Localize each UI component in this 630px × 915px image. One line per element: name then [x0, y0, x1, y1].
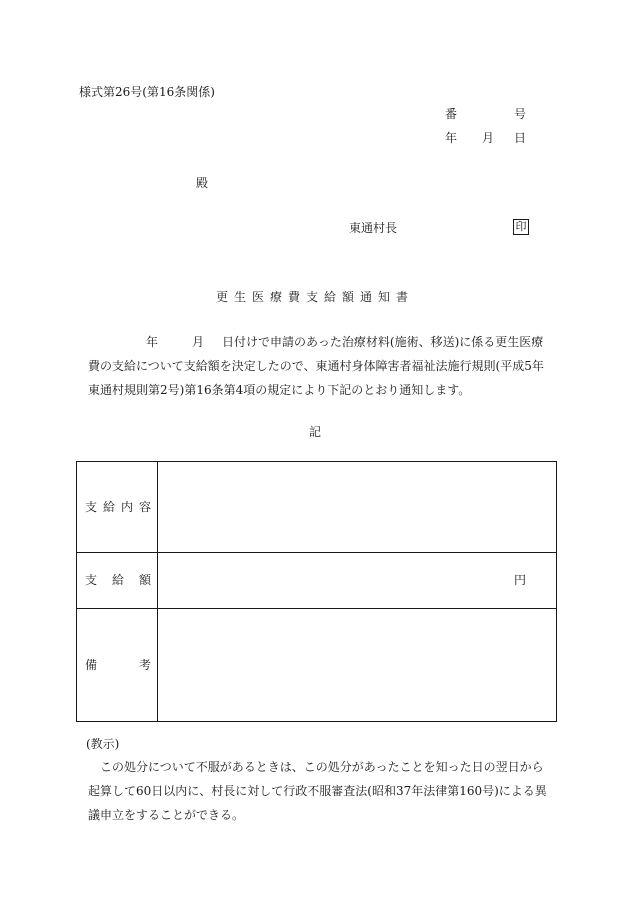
seal-mark: 印 — [513, 219, 529, 235]
table-row — [77, 608, 556, 721]
date-day-label: 日 — [514, 131, 527, 145]
remarks-label-cell — [77, 608, 158, 721]
number-label: 番 — [445, 107, 458, 121]
issuer-name: 東通村長 — [349, 221, 398, 235]
ki-heading: 記 — [308, 425, 321, 439]
form-number: 様式第26号(第16条関係) — [79, 85, 215, 99]
body-text: 日付けで申請のあった治療材料(施術、移送)に係る更生医療費の支給について支給額を決定したので、東通村身体障害者福祉法施行規則(平成5年東通村規則第2号)第16条第4項の規定により下記のとおり通知します。 — [88, 335, 544, 397]
date-year-label: 年 — [445, 131, 458, 145]
yen-unit: 円 — [513, 573, 526, 587]
remarks-label: 備考 — [85, 657, 151, 672]
notice-heading: (教示) — [86, 737, 120, 751]
notification-body — [88, 330, 553, 402]
body-year-label: 年 — [146, 335, 159, 349]
content-label-cell — [77, 462, 158, 552]
table-row — [77, 552, 556, 609]
details-table — [76, 461, 557, 722]
table-row — [77, 462, 556, 553]
body-month-label: 月 — [192, 335, 205, 349]
addressee-honorific: 殿 — [196, 176, 209, 190]
amount-label: 支給額 — [85, 573, 151, 587]
notice-text: この処分について不服があるときは、この処分があったことを知った日の翌日から起算して60日以内に、村長に対して行政不服審査法(昭和37年法律第160号)による異議申立をすることができる。 — [88, 760, 547, 822]
document-title: 更生医療費支給額通知書 — [215, 290, 414, 304]
amount-label-cell — [77, 552, 158, 608]
content-label: 支給内容 — [85, 500, 151, 514]
date-month-label: 月 — [482, 131, 495, 145]
number-suffix: 号 — [514, 107, 527, 121]
